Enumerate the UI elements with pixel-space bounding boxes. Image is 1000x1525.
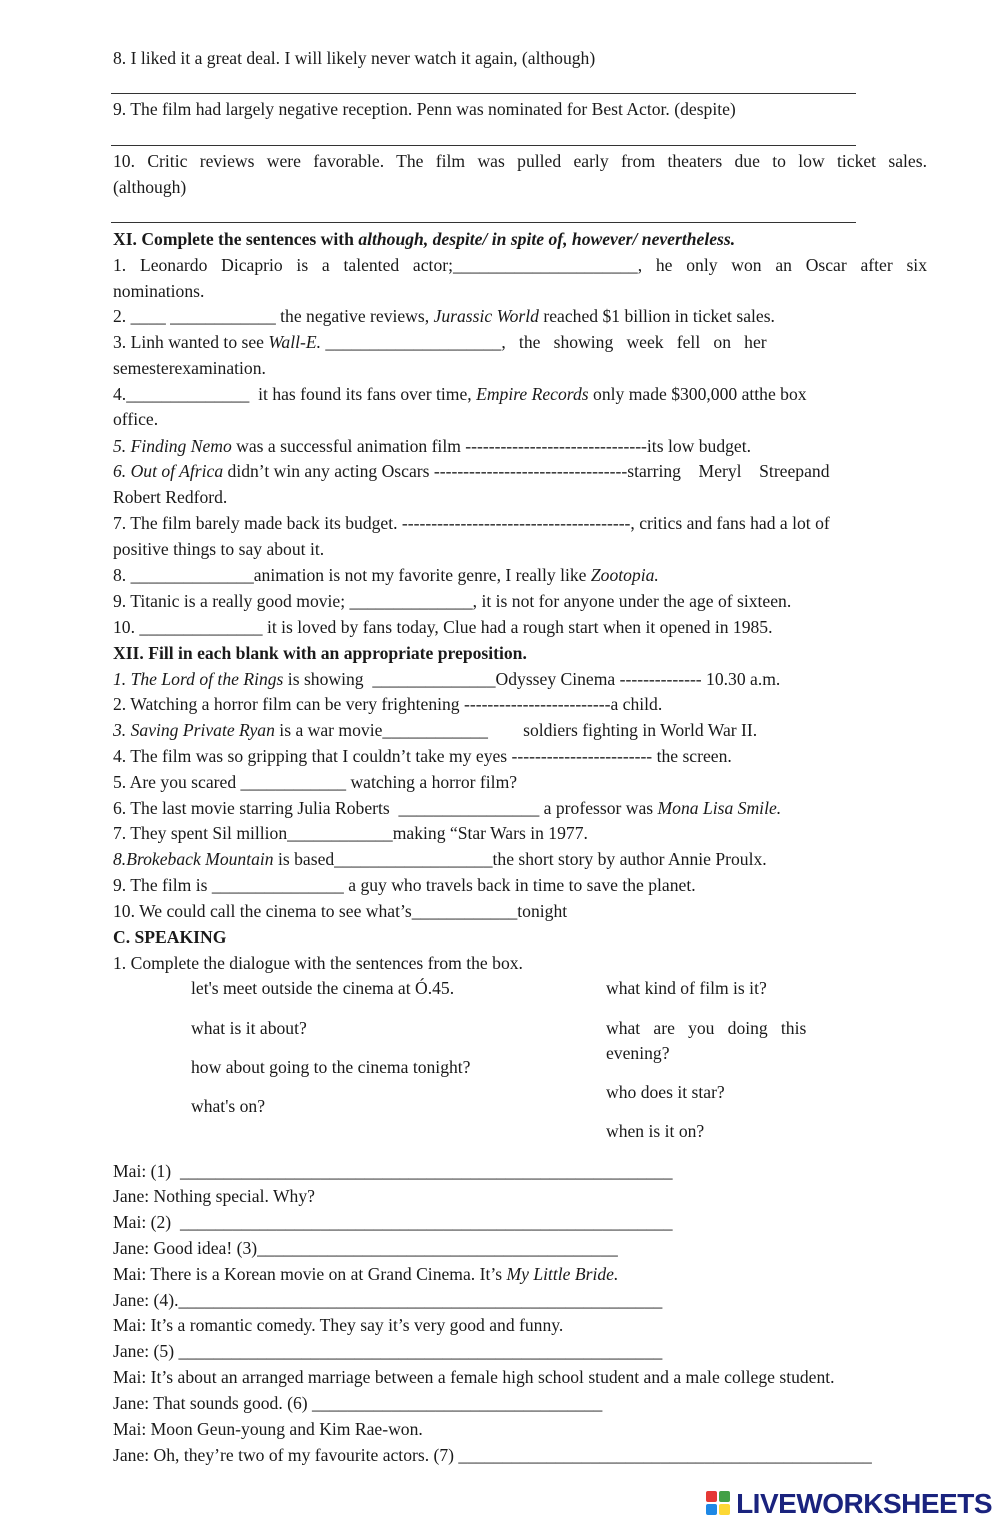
liveworksheets-logo — [706, 1487, 992, 1521]
speaking-heading: C. SPEAKING — [113, 927, 227, 947]
dialogue-line-12[interactable]: Jane: Oh, they’re two of my favourite actors. (7) _______________________________________________ — [113, 1445, 872, 1465]
section-12-heading: XII. Fill in each blank with an appropriate preposition. — [113, 643, 527, 663]
box-phrase-6-cont: evening? — [606, 1043, 670, 1063]
logo-text: LIVEWORKSHEETS — [736, 1488, 992, 1519]
box-phrase-2: what is it about? — [191, 1018, 307, 1038]
box-phrase-5: what kind of film is it? — [606, 978, 767, 998]
answer-line-8[interactable] — [111, 93, 856, 94]
s11-item-4-cont: office. — [113, 409, 159, 429]
s11-item-5[interactable]: 5. Finding Nemo was a successful animation film -------------------------------its low budget. — [113, 436, 752, 456]
dialogue-line-11: Mai: Moon Geun-young and Kim Rae-won. — [113, 1419, 423, 1439]
s11-item-6-cont: Robert Redford. — [113, 487, 228, 507]
s11-item-9[interactable]: 9. Titanic is a really good movie; ______________, it is not for anyone under the age of sixteen. — [113, 591, 792, 611]
exercise-10-item-9: 9. The film had largely negative reception. Penn was nominated for Best Actor. (despite) — [113, 99, 736, 119]
section-11-heading: XI. Complete the sentences with although, despite/ in spite of, however/ nevertheless. — [113, 229, 736, 249]
s11-item-7-cont: positive things to say about it. — [113, 539, 325, 559]
dialogue-line-10[interactable]: Jane: That sounds good. (6) _________________________________ — [113, 1393, 603, 1413]
s11-item-1[interactable]: 1. Leonardo Dicaprio is a talented actor;_____________________, he only won an Oscar after six — [113, 255, 927, 275]
box-phrase-4: what's on? — [191, 1096, 266, 1116]
s12-item-5[interactable]: 5. Are you scared ____________ watching a horror film? — [113, 772, 518, 792]
dialogue-line-4[interactable]: Jane: Good idea! (3)_________________________________________ — [113, 1238, 618, 1258]
s12-item-6[interactable]: 6. The last movie starring Julia Roberts ________________ a professor was Mona Lisa Smile. — [113, 798, 782, 818]
box-phrase-1: let's meet outside the cinema at Ó.45. — [191, 978, 455, 998]
s12-item-9[interactable]: 9. The film is _______________ a guy who travels back in time to save the planet. — [113, 875, 696, 895]
dialogue-line-3[interactable]: Mai: (2) ________________________________________________________ — [113, 1212, 673, 1232]
dialogue-line-9: Mai: It’s about an arranged marriage between a female high school student and a male college student. — [113, 1367, 835, 1387]
dialogue-line-7: Mai: It’s a romantic comedy. They say it’s very good and funny. — [113, 1315, 564, 1335]
box-phrase-8: when is it on? — [606, 1121, 705, 1141]
s12-item-7[interactable]: 7. They spent Sil million____________making “Star Wars in 1977. — [113, 823, 588, 843]
exercise-10-item-10-cont: (although) — [113, 177, 187, 197]
s12-item-1[interactable]: 1. The Lord of the Rings is showing ______________Odyssey Cinema -------------- 10.30 a.m. — [113, 669, 781, 689]
dialogue-line-8[interactable]: Jane: (5) _______________________________________________________ — [113, 1341, 663, 1361]
dialogue-line-5: Mai: There is a Korean movie on at Grand Cinema. It’s My Little Bride. — [113, 1264, 619, 1284]
dialogue-line-1[interactable]: Mai: (1) ________________________________________________________ — [113, 1161, 673, 1181]
s11-item-6[interactable]: 6. Out of Africa didn’t win any acting Oscars ---------------------------------starring Meryl Streepand — [113, 461, 830, 481]
s12-item-4[interactable]: 4. The film was so gripping that I couldn’t take my eyes ------------------------ the screen. — [113, 746, 732, 766]
s11-item-4[interactable]: 4.______________ it has found its fans over time, Empire Records only made $300,000 atthe box — [113, 384, 807, 404]
s11-item-10[interactable]: 10. ______________ it is loved by fans today, Clue had a rough start when it opened in 1985. — [113, 617, 773, 637]
exercise-10-item-8: 8. I liked it a great deal. I will likely never watch it again, (although) — [113, 48, 596, 68]
s11-item-3-cont: semesterexamination. — [113, 358, 266, 378]
s11-item-2[interactable]: 2. ____ ____________ the negative reviews, Jurassic World reached $1 billion in ticket sales. — [113, 306, 775, 326]
logo-icon — [706, 1491, 732, 1517]
box-phrase-6: what are you doing this — [606, 1018, 807, 1038]
s11-item-1-cont: nominations. — [113, 281, 205, 301]
s12-item-3[interactable]: 3. Saving Private Ryan is a war movie____________ soldiers fighting in World War II. — [113, 720, 758, 740]
box-phrase-7: who does it star? — [606, 1082, 725, 1102]
s12-item-8[interactable]: 8.Brokeback Mountain is based__________________the short story by author Annie Proulx. — [113, 849, 767, 869]
dialogue-line-2: Jane: Nothing special. Why? — [113, 1186, 315, 1206]
s11-item-7[interactable]: 7. The film barely made back its budget. ---------------------------------------, critics and fans had a lot of — [113, 513, 830, 533]
s12-item-10[interactable]: 10. We could call the cinema to see what’s____________tonight — [113, 901, 568, 921]
answer-line-10[interactable] — [111, 222, 856, 223]
s11-item-8[interactable]: 8. ______________animation is not my favorite genre, I really like Zootopia. — [113, 565, 659, 585]
speaking-instruction: 1. Complete the dialogue with the sentences from the box. — [113, 953, 523, 973]
dialogue-line-6[interactable]: Jane: (4)._______________________________________________________ — [113, 1290, 663, 1310]
s12-item-2[interactable]: 2. Watching a horror film can be very frightening -------------------------a child. — [113, 694, 663, 714]
exercise-10-item-10: 10. Critic reviews were favorable. The film was pulled early from theaters due to low ticket sales. — [113, 151, 927, 171]
answer-line-9[interactable] — [111, 145, 856, 146]
box-phrase-3: how about going to the cinema tonight? — [191, 1057, 471, 1077]
s11-item-3[interactable]: 3. Linh wanted to see Wall-E. ____________________, the showing week fell on her — [113, 332, 767, 352]
